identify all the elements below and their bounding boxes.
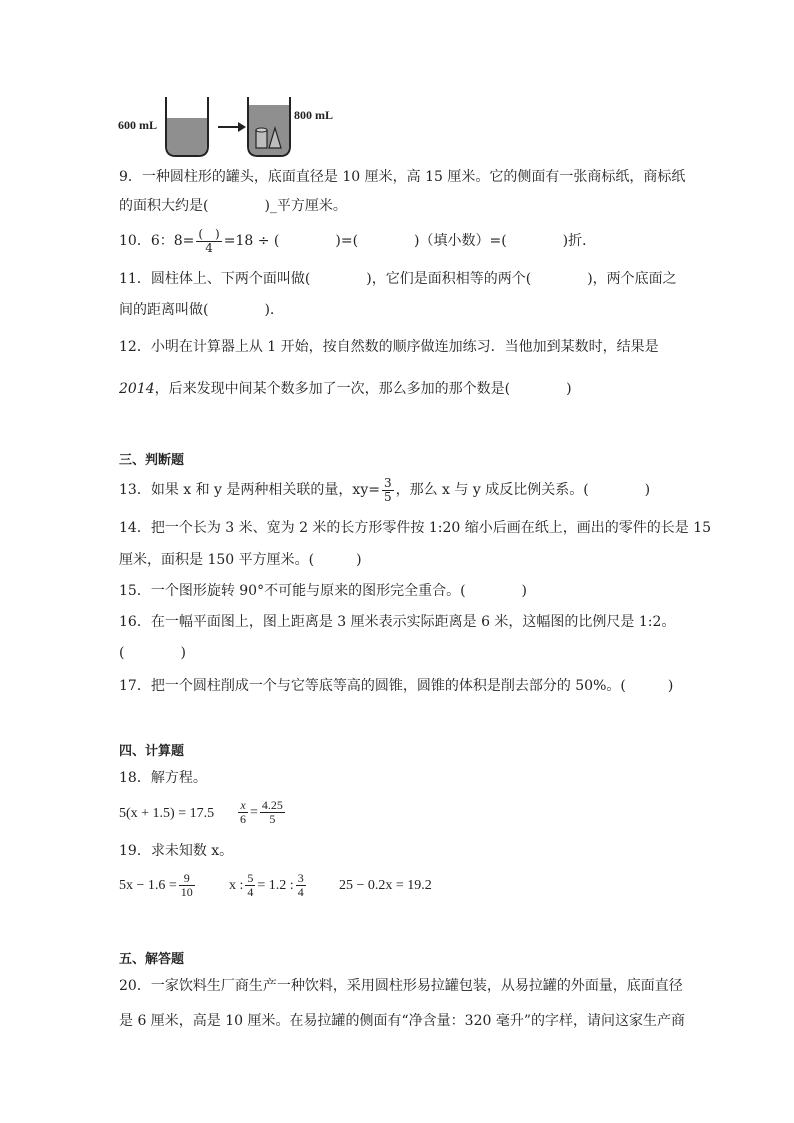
q19-eq2-rden: 4 bbox=[297, 885, 304, 900]
cylinder-object bbox=[256, 130, 267, 148]
q18-title: 18．解方程。 bbox=[119, 770, 207, 786]
q19-eq1-den: 10 bbox=[180, 885, 193, 900]
left-beaker-liquid bbox=[167, 118, 207, 155]
q13-frac-den: 5 bbox=[383, 489, 392, 504]
q20-line1: 20．一家饮料生厂商生产一种饮料，采用圆柱形易拉罐包装，从易拉罐的外面量，底面直径 bbox=[119, 978, 683, 994]
q18-equation-2 bbox=[236, 795, 287, 831]
q10-frac-num: ( ) bbox=[198, 226, 220, 241]
beaker-left-label: 600 mL bbox=[118, 118, 157, 132]
section-4-heading: 四、计算题 bbox=[119, 744, 185, 759]
q19-eq2-rnum: 3 bbox=[297, 871, 304, 886]
q10 bbox=[119, 226, 596, 256]
arrow-head bbox=[238, 122, 246, 132]
q19-equation-1 bbox=[119, 868, 197, 904]
q19-eq2-mid: = 1.2 : bbox=[257, 878, 294, 893]
q16-line2: ( ) bbox=[119, 645, 186, 661]
beaker-diagram bbox=[118, 94, 348, 160]
q12-line2-text: ，后来发现中间某个数多加了一次，那么多加的那个数是( ) bbox=[154, 381, 572, 397]
q10-fraction bbox=[196, 228, 221, 255]
q16-line1: 16．在一幅平面图上，图上距离是 3 厘米表示实际距离是 6 米，这幅图的比例尺是 1:2。 bbox=[119, 614, 676, 630]
section-3-heading: 三、判断题 bbox=[119, 453, 185, 468]
q14-line2: 厘米，面积是 150 平方厘米。( ) bbox=[119, 552, 362, 568]
q9-line1: 9．一种圆柱形的罐头，底面直径是 10 厘米，高 15 厘米。它的侧面有一张商标纸，商标纸 bbox=[119, 169, 686, 185]
q18-eq2-rden: 5 bbox=[269, 812, 276, 827]
q18-eq2-right-frac bbox=[260, 799, 285, 826]
q18-equation-1: 5(x + 1.5) = 17.5 bbox=[119, 806, 215, 821]
beaker-right-label: 800 mL bbox=[294, 108, 333, 122]
beaker-figure bbox=[118, 94, 348, 160]
q19-equation-2 bbox=[229, 868, 308, 904]
q10-prefix: 10．6：8= bbox=[119, 233, 195, 249]
q18-eq2-den: 6 bbox=[240, 812, 246, 827]
q12-handwritten-number: 2014 bbox=[119, 381, 155, 397]
q19-equation-3: 25 − 0.2x = 19.2 bbox=[339, 878, 432, 893]
q13 bbox=[119, 474, 650, 506]
q18-eq2-mid: = bbox=[250, 805, 258, 820]
q19-eq2-frac bbox=[245, 872, 255, 899]
q18-eq2-left-frac bbox=[238, 799, 248, 826]
q18-eq2-num: x bbox=[238, 799, 248, 813]
q9-line2: 的面积大约是( )_平方厘米。 bbox=[119, 198, 347, 214]
q19-eq1-pre: 5x − 1.6 = bbox=[119, 878, 177, 893]
q10-suffix: =18 ÷ ( )=( )（填小数）=( )折． bbox=[223, 233, 597, 249]
q12-line1: 12．小明在计算器上从 1 开始，按自然数的顺序做连加练习．当他加到某数时，结果是 bbox=[119, 339, 659, 355]
section-5-heading: 五、解答题 bbox=[119, 952, 185, 967]
q13-frac-num: 3 bbox=[383, 475, 392, 490]
q19-eq2-den: 4 bbox=[247, 885, 254, 900]
q11-line1: 11．圆柱体上、下两个面叫做( )，它们是面积相等的两个( )，两个底面之 bbox=[119, 271, 677, 287]
q19-eq1-num: 9 bbox=[179, 872, 195, 886]
q11-line2: 间的距离叫做( ). bbox=[119, 302, 275, 318]
q13-suffix: ，那么 x 与 y 成反比例关系。( ) bbox=[395, 482, 651, 498]
q17: 17．把一个圆柱削成一个与它等底等高的圆锥，圆锥的体积是削去部分的 50%。( ) bbox=[119, 678, 674, 694]
q19-eq2-rfrac bbox=[296, 872, 306, 899]
q12-line2 bbox=[119, 380, 572, 398]
q13-fraction bbox=[382, 477, 394, 504]
q15: 15．一个图形旋转 90°不可能与原来的图形完全重合。( ) bbox=[119, 583, 528, 599]
q14-line1: 14．把一个长为 3 米、宽为 2 米的长方形零件按 1:20 缩小后画在纸上，画出的零件的长是 15 bbox=[119, 520, 712, 536]
q19-title: 19．求未知数 x。 bbox=[119, 843, 234, 859]
q20-line2: 是 6 厘米，高是 10 厘米。在易拉罐的侧面有“净含量：320 毫升”的字样，请问这家生产商 bbox=[119, 1013, 686, 1029]
q18-eq2-rnum: 4.25 bbox=[261, 798, 283, 813]
q19-eq1-frac bbox=[179, 872, 195, 899]
q10-frac-den: 4 bbox=[205, 240, 213, 255]
q19-eq2-num: 5 bbox=[247, 871, 254, 886]
q19-eq2-pre: x : bbox=[229, 878, 244, 893]
q13-prefix: 13．如果 x 和 y 是两种相关联的量，xy= bbox=[119, 482, 380, 498]
